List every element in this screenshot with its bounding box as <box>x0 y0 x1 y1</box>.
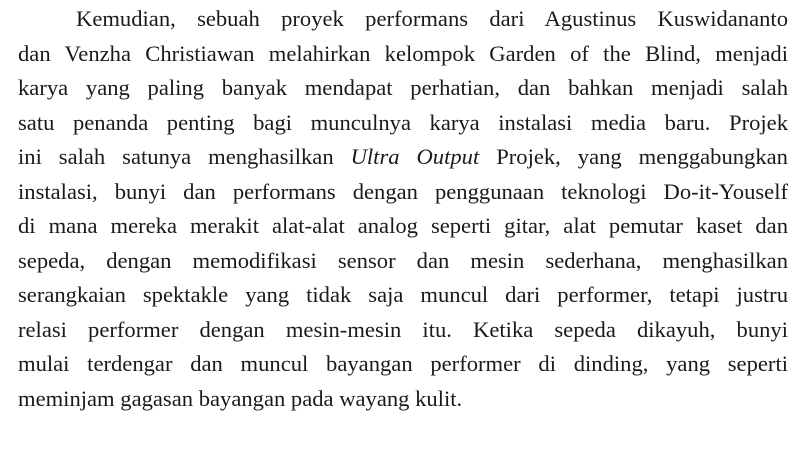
paragraph-line-8: sepeda, dengan memodifikasi sensor dan mesin sederhana, menghasilkan <box>18 247 788 273</box>
paragraph-line-12: meminjam gagasan bayangan pada wayang kulit. <box>18 385 463 411</box>
line-5-text-before: ini salah satunya menghasilkan <box>18 144 351 169</box>
paragraph-line-5 <box>18 140 788 175</box>
paragraph-line-9: serangkaian spektakle yang tidak saja muncul dari performer, tetapi justru <box>18 282 788 307</box>
paragraph-line-2: dan Venzha Christiawan melahirkan kelompok Garden of the Blind, menjadi <box>18 40 788 66</box>
paragraph-line-3: karya yang paling banyak mendapat perhatian, dan bahkan menjadi salah <box>18 75 788 100</box>
italic-term-ultra-output: Ultra Output <box>350 144 480 169</box>
paragraph-line-4: satu penanda penting bagi munculnya karya instalasi media baru. Projek <box>18 109 788 135</box>
line-5-text-after: Projek, yang menggabungkan <box>479 144 788 169</box>
body-paragraph <box>18 2 788 416</box>
paragraph-line-11: mulai terdengar dan muncul bayangan performer di dinding, yang seperti <box>18 351 788 376</box>
paragraph-line-7: di mana mereka merakit alat-alat analog seperti gitar, alat pemutar kaset dan <box>18 213 788 238</box>
paragraph-line-1: Kemudian, sebuah proyek performans dari Agustinus Kuswidananto <box>76 6 788 31</box>
paragraph-line-6: instalasi, bunyi dan performans dengan penggunaan teknologi Do-it-Youself <box>18 178 788 204</box>
paragraph-line-10: relasi performer dengan mesin-mesin itu. Ketika sepeda dikayuh, bunyi <box>18 316 788 342</box>
